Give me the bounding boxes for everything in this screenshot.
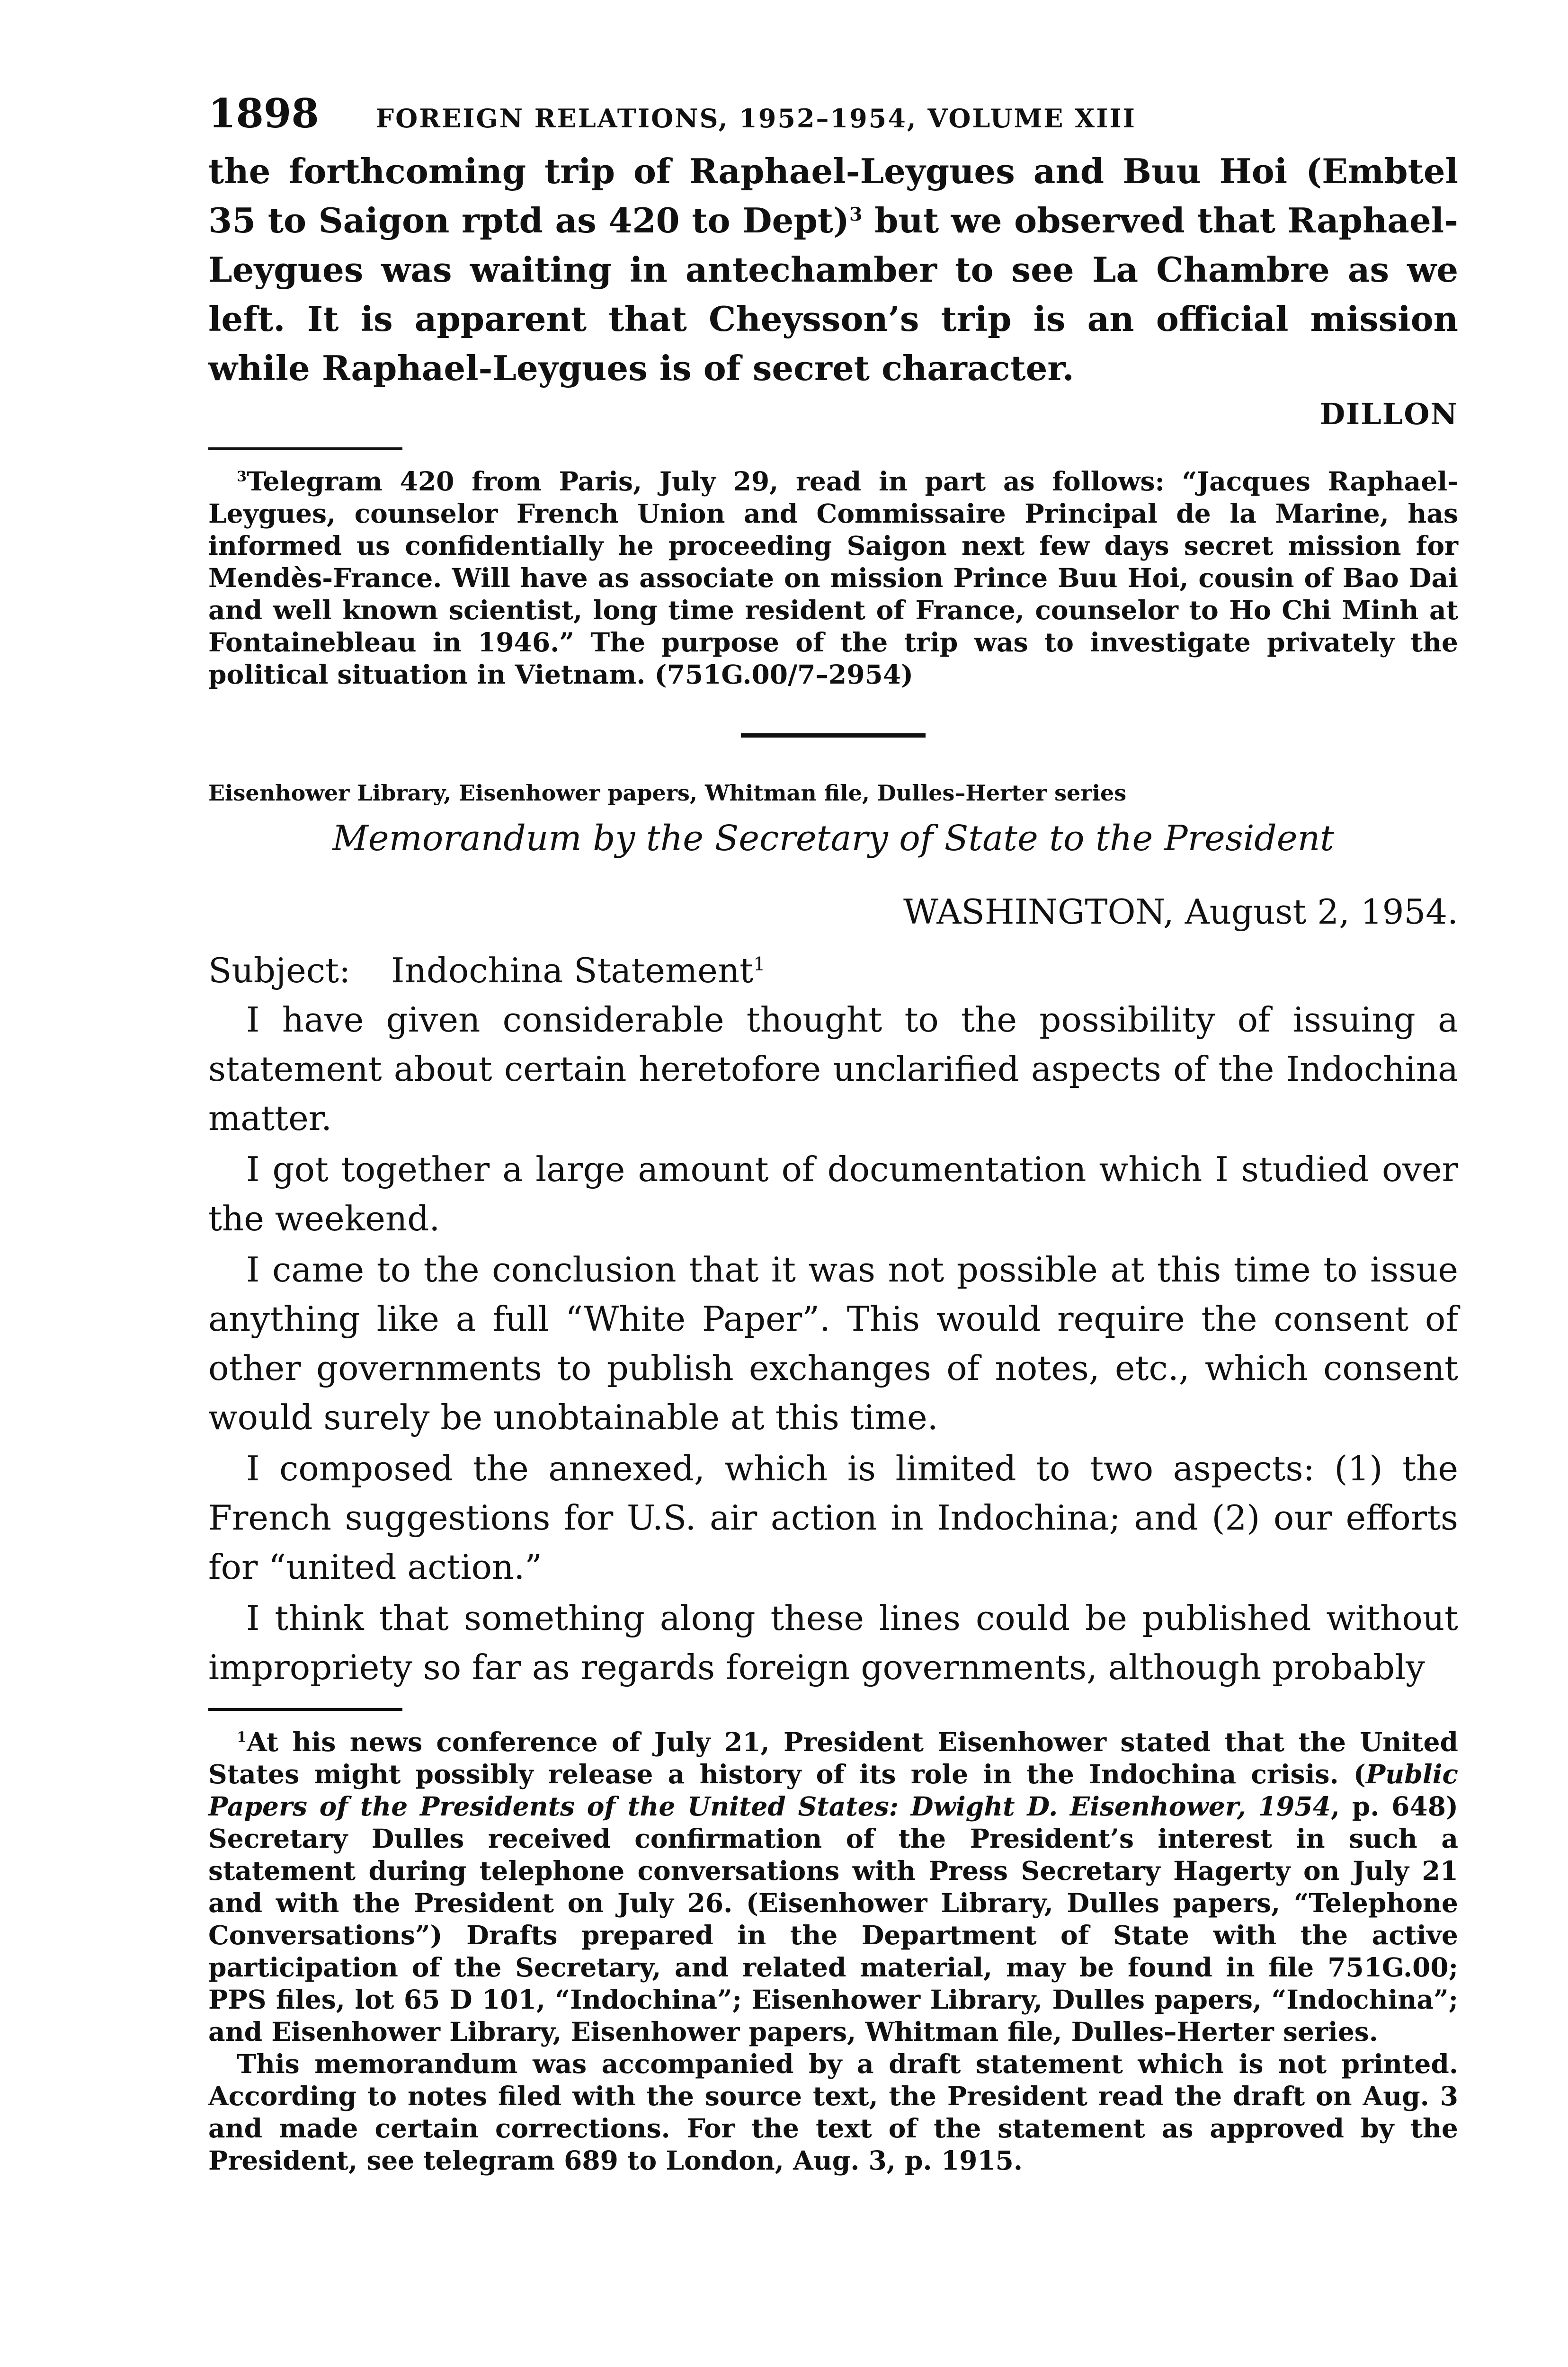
footnote-1-second-paragraph (208, 2048, 1458, 2177)
continued-paragraph (208, 147, 1458, 393)
subject-label: Subject: (208, 951, 351, 990)
footnote-3 (208, 465, 1458, 691)
subject-text: Indochina Statement (391, 951, 754, 990)
dateline: WASHINGTON, August 2, 1954. (903, 892, 1458, 932)
paragraph-text-after: but we observed that Raphael-Leygues was waiting in antechamber to see La Chambre as we left. It is apparent that Cheysson’s trip is an official mission while Raphael-Leygues is of secret character. (208, 200, 1458, 388)
footnote-1-text-part2: , p. 648) Secretary Dulles received confirmation of the President’s interest in such a statement during telephone conversations with Press Secretary Hagerty on July 21 and with the President on July 26. (Eisenhower Library, Dulles papers, “Telephone Conversations”) Drafts prepared in the Department of State with the active participation of the Secretary, and related material, may be found in file 751G.00; PPS files, lot 65 D 101, “Indochina”; Eisenhower Library, Dulles papers, “Indochina”; and Eisenhower Library, Eisenhower papers, Whitman file, Dulles–Herter series. (208, 1791, 1458, 2047)
page-number: 1898 (208, 90, 319, 137)
footnote-1 (208, 1726, 1458, 2048)
memo-paragraph: I have given considerable thought to the possibility of issuing a statement about certain heretofore unclarified aspects of the Indochina matter. (208, 1000, 1458, 1138)
footnote-1-second-text: This memorandum was accompanied by a draft statement which is not printed. According to notes filed with the source text, the President read the draft on Aug. 3 and made certain corrections. For the text of the statement as approved by the President, see telegram 689 to London, Aug. 3, p. 1915. (208, 2048, 1458, 2176)
footnote-3-text: Telegram 420 from Paris, July 29, read in part as follows: “Jacques Raphael-Leygues, counselor French Union and Commissaire Principal de la Marine, has informed us confidentially he proceeding Saigon next few days secret mission for Mendès-France. Will have as associate on mission Prince Buu Hoi, cousin of Bao Dai and well known scientist, long time resident of France, counselor to Ho Chi Minh at Fontainebleau in 1946.” The purpose of the trip was to investigate privately the political situation in Vietnam. (751G.00/7–2954) (208, 466, 1458, 690)
subject-footnote-marker: 1 (753, 953, 766, 975)
page-header (208, 90, 1458, 147)
footnote-1-text-part1: At his news conference of July 21, President Eisenhower stated that the United States might possibly release a history of its role in the Indochina crisis. ( (208, 1726, 1458, 1789)
footnote-rule (208, 1708, 402, 1711)
document-title: Memorandum by the Secretary of State to the President (332, 818, 1334, 859)
source-note: Eisenhower Library, Eisenhower papers, Whitman file, Dulles–Herter series (208, 780, 1127, 806)
document-separator (741, 733, 926, 738)
memo-paragraph: I got together a large amount of documentation which I studied over the weekend. (208, 1149, 1458, 1238)
running-head: FOREIGN RELATIONS, 1952–1954, VOLUME XIII (375, 103, 1136, 133)
footnote-marker-3: 3 (849, 204, 863, 225)
signature-dillon: DILLON (1319, 397, 1458, 431)
subject-line (208, 946, 1458, 995)
footnote-1-citation: Public Papers of the Presidents of the United States: Dwight D. Eisenhower, 1954 (208, 1759, 1458, 1822)
memo-paragraph: I composed the annexed, which is limited to two aspects: (1) the French suggestions for U.S. air action in Indochina; and (2) our efforts for “united action.” (208, 1449, 1458, 1587)
memo-paragraph: I came to the conclusion that it was not possible at this time to issue anything like a full “White Paper”. This would require the consent of other governments to publish exchanges of notes, etc., which consent would surely be unobtainable at this time. (208, 1250, 1458, 1437)
paragraph-text-before: the forthcoming trip of Raphael-Leygues and Buu Hoi (Embtel 35 to Saigon rptd as 420 to Dept) (208, 151, 1458, 240)
document-page (208, 90, 1458, 2177)
memo-paragraph: I think that something along these lines could be published without impropriety so far as regards foreign governments, although probably (208, 1598, 1458, 1687)
footnote-number-3: 3 (237, 468, 247, 485)
footnote-rule (208, 447, 402, 450)
footnote-number-1: 1 (237, 1729, 247, 1746)
